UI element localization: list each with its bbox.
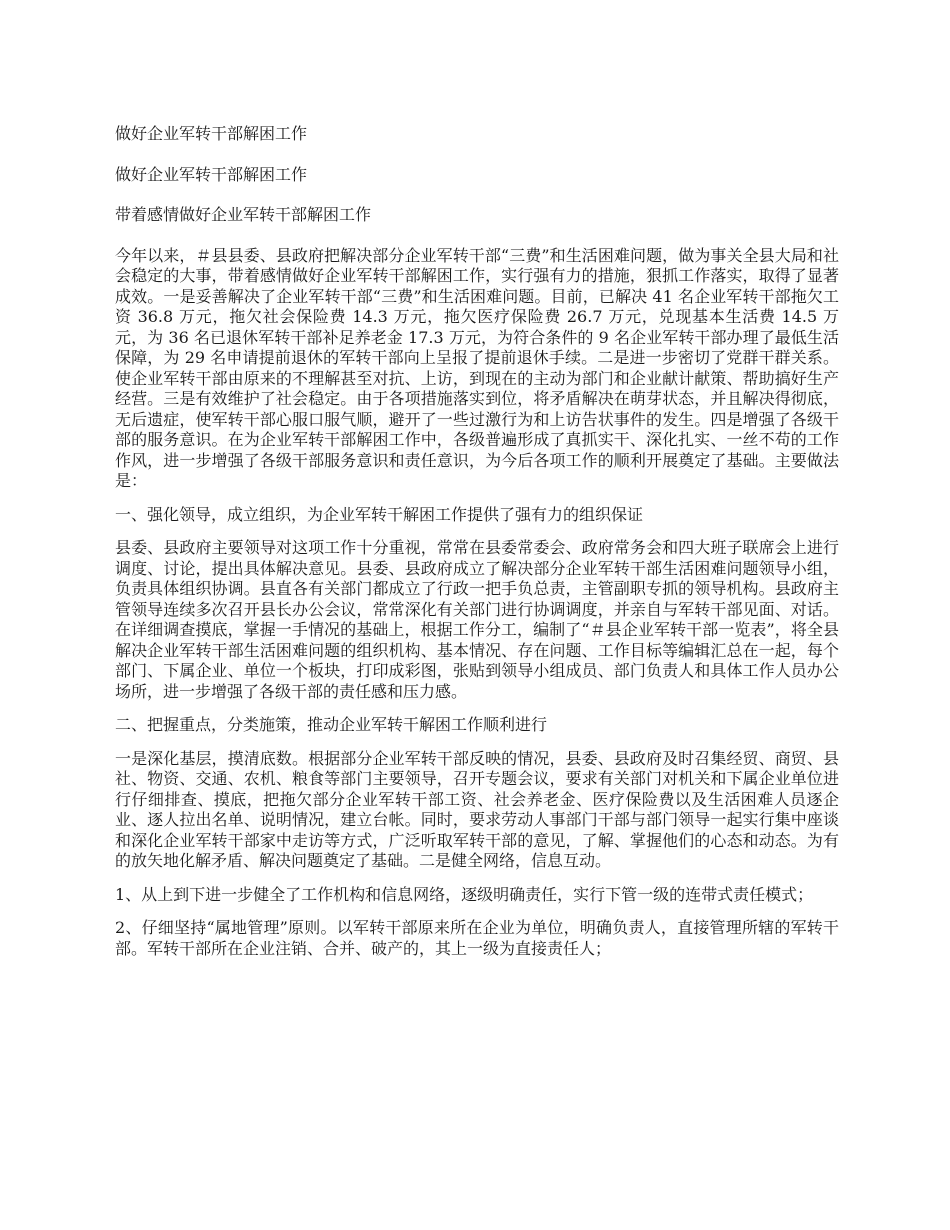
list-item-2: 2、仔细坚持“属地管理”原则。以军转干部原来所在企业为单位，明确负责人，直接管理所辖的军转干部。军转干部所在企业注销、合并、破产的，其上一级为直接责任人；: [115, 918, 839, 958]
paragraph-section-2: 一是深化基层，摸清底数。根据部分企业军转干部反映的情况，县委、县政府及时召集经贸、商贸、县社、物资、交通、农机、粮食等部门主要领导，召开专题会议，要求有关部门对机关和下属企业单位进行仔细排查、摸底，把拖欠部分企业军转干部工资、社会养老金、医疗保险费以及生活困难人员逐企业、逐人拉出名单、说明情况，建立台帐。同时，要求劳动人事部门干部与部门领导一起实行集中座谈和深化企业军转干部家中走访等方式，广泛听取军转干部的意见，了解、掌握他们的心态和动态。为有的放矢地化解矛盾、解决问题奠定了基础。二是健全网络，信息互动。: [115, 748, 839, 870]
document-title-3: 带着感情做好企业军转干部解困工作: [115, 205, 372, 224]
section-heading-1: 一、强化领导，成立组织，为企业军转干解困工作提供了强有力的组织保证: [115, 504, 644, 524]
paragraph-intro: 今年以来，＃县县委、县政府把解决部分企业军转干部“三费”和生活困难问题，做为事关全县大局和社会稳定的大事，带着感情做好企业军转干部解困工作，实行强有力的措施，狠抓工作落实，取得了显著成效。一是妥善解决了企业军转干部“三费”和生活困难问题。目前，已解决 41 名企业军转干部拖欠工资 36.8 万元，拖欠社会保险费 14.3 万元，拖欠医疗保险费 26.7 万元，兑现基本生活费 14.5 万元，为 36 名已退休军转干部补足养老金 17.3 万元，为符合条件的 9 名企业军转干部办理了最低生活保障，为 29 名申请提前退休的军转干部向上呈报了提前退休手续。二是进一步密切了党群干群关系。使企业军转干部由原来的不理解甚至对抗、上访，到现在的主动为部门和企业献计献策、帮助搞好生产经营。三是有效维护了社会稳定。由于各项措施落实到位，将矛盾解决在萌芽状态，并且解决得彻底，无后遗症，使军转干部心服口服气顺，避开了一些过激行为和上访告状事件的发生。四是增强了各级干部的服务意识。在为企业军转干部解困工作中，各级普遍形成了真抓实干、深化扎实、一丝不苟的工作作风，进一步增强了各级干部服务意识和责任意识，为今后各项工作的顺利开展奠定了基础。主要做法是：: [115, 245, 839, 490]
section-heading-2: 二、把握重点，分类施策，推动企业军转干解困工作顺利进行: [115, 715, 548, 734]
list-item-1: 1、从上到下进一步健全了工作机构和信息网络，逐级明确责任，实行下管一级的连带式责任模式；: [115, 884, 814, 904]
paragraph-section-1: 县委、县政府主要领导对这项工作十分重视，常常在县委常委会、政府常务会和四大班子联席会上进行调度、讨论，提出具体解决意见。县委、县政府成立了解决部分企业军转干部生活困难问题领导小组，负责具体组织协调。县直各有关部门都成立了行政一把手负总责，主管副职专抓的领导机构。县政府主管领导连续多次召开县长办公会议，常常深化有关部门进行协调调度，并亲自与军转干部见面、对话。在详细调查摸底，掌握一手情况的基础上，根据工作分工，编制了“＃县企业军转干部一览表”，将全县解决企业军转干部生活困难问题的组织机构、基本情况、存在问题、工作目标等编辑汇总在一起，每个部门、下属企业、单位一个板块，打印成彩图，张贴到领导小组成员、部门负责人和具体工作人员办公场所，进一步增强了各级干部的责任感和压力感。: [115, 538, 839, 701]
document-title-2: 做好企业军转干部解困工作: [115, 164, 308, 184]
document-title-1: 做好企业军转干部解困工作: [115, 124, 308, 143]
document-body: [115, 124, 839, 972]
